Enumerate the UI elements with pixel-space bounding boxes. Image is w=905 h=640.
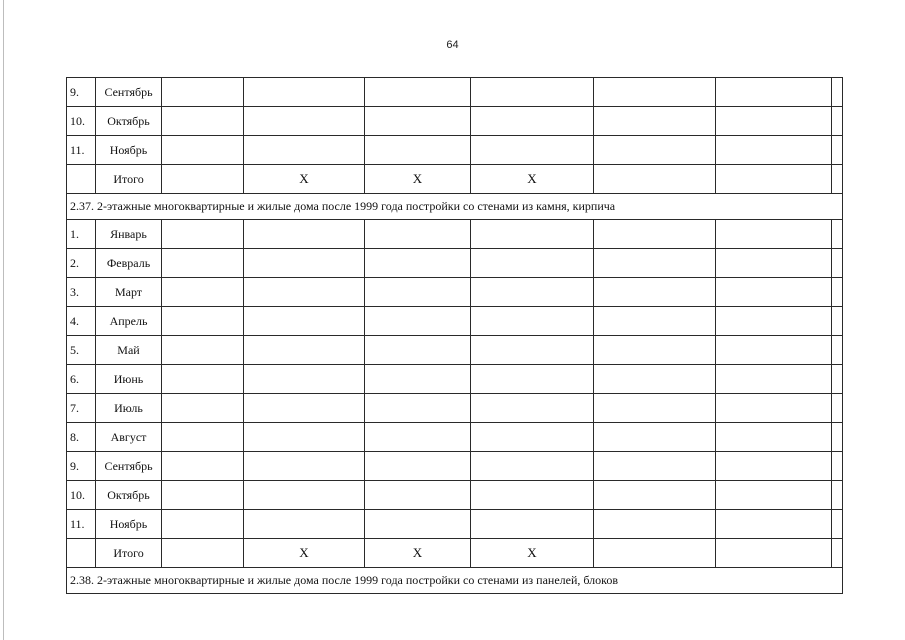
table-row: [67, 78, 843, 107]
row-number: 9.: [67, 78, 96, 107]
page-edge-rule: [3, 0, 4, 640]
total-row: [67, 539, 843, 568]
row-month: Апрель: [96, 307, 162, 336]
table-row: [67, 481, 843, 510]
total-label: Итого: [96, 539, 162, 568]
row-month: Март: [96, 278, 162, 307]
table-row: [67, 394, 843, 423]
row-month: Октябрь: [96, 481, 162, 510]
row-number: 7.: [67, 394, 96, 423]
row-month: Февраль: [96, 249, 162, 278]
row-month: Май: [96, 336, 162, 365]
x-mark: X: [471, 165, 594, 194]
row-number: 2.: [67, 249, 96, 278]
page-number: 64: [446, 39, 459, 51]
table-row: [67, 423, 843, 452]
table-row: [67, 136, 843, 165]
row-number: 11.: [67, 510, 96, 539]
section-title-2-38: 2.38. 2-этажные многоквартирные и жилые дома после 1999 года постройки со стенами из панелей, блоков: [67, 568, 843, 594]
x-mark: X: [471, 539, 594, 568]
row-number: 4.: [67, 307, 96, 336]
row-number: 10.: [67, 107, 96, 136]
row-month: Август: [96, 423, 162, 452]
row-month: Сентябрь: [96, 452, 162, 481]
row-number: 5.: [67, 336, 96, 365]
total-label: Итого: [96, 165, 162, 194]
row-number: 11.: [67, 136, 96, 165]
row-month: Ноябрь: [96, 510, 162, 539]
data-table: [66, 77, 843, 594]
x-mark: X: [244, 539, 365, 568]
total-row: [67, 165, 843, 194]
table-row: [67, 336, 843, 365]
row-month: Июнь: [96, 365, 162, 394]
x-mark: X: [365, 165, 471, 194]
row-month: Октябрь: [96, 107, 162, 136]
row-month: Ноябрь: [96, 136, 162, 165]
section-header-row: [67, 568, 843, 594]
section-header-row: [67, 194, 843, 220]
row-number: 1.: [67, 220, 96, 249]
table-row: [67, 452, 843, 481]
table-row: [67, 307, 843, 336]
row-month: Сентябрь: [96, 78, 162, 107]
table-row: [67, 278, 843, 307]
row-number: 3.: [67, 278, 96, 307]
row-month: Июль: [96, 394, 162, 423]
row-month: Январь: [96, 220, 162, 249]
x-mark: X: [365, 539, 471, 568]
table-row: [67, 249, 843, 278]
section-title-2-37: 2.37. 2-этажные многоквартирные и жилые дома после 1999 года постройки со стенами из камня, кирпича: [67, 194, 843, 220]
row-number: 8.: [67, 423, 96, 452]
table-row: [67, 220, 843, 249]
row-number: 6.: [67, 365, 96, 394]
table-row: [67, 365, 843, 394]
row-number: 9.: [67, 452, 96, 481]
table-row: [67, 510, 843, 539]
x-mark: X: [244, 165, 365, 194]
row-number: 10.: [67, 481, 96, 510]
table-row: [67, 107, 843, 136]
